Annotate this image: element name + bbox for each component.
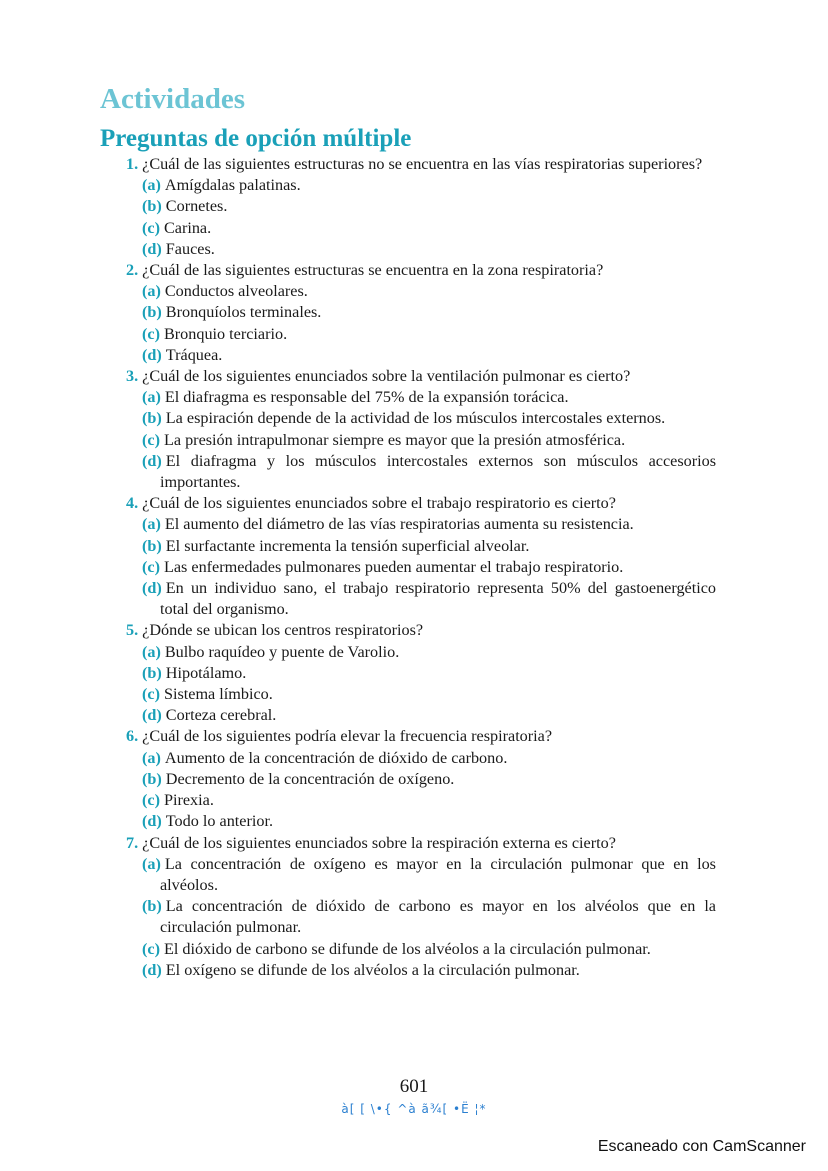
option-text: El aumento del diámetro de las vías respiratorias aumenta su resistencia.: [164, 515, 634, 534]
option-text: La concentración de oxígeno es mayor en la circulación pulmonar que en los alvéolos.: [160, 854, 716, 894]
option-letter: (c): [142, 218, 160, 237]
option-text: El dióxido de carbono se difunde de los alvéolos a la circulación pulmonar.: [163, 939, 651, 958]
section-heading: Preguntas de opción múltiple: [100, 125, 412, 152]
question-number: 2.: [126, 261, 139, 280]
answer-option: [142, 642, 716, 663]
option-text: Carina.: [163, 218, 212, 237]
question-stem: [126, 260, 716, 281]
option-letter: (b): [142, 769, 162, 788]
option-text: Conductos alveolares.: [164, 282, 308, 301]
question-item: [126, 726, 716, 832]
question-number: 1.: [126, 155, 139, 173]
answer-option: [142, 218, 716, 239]
question-stem: [126, 726, 716, 747]
question-text: ¿Cuál de los siguientes enunciados sobre la respiración externa es cierto?: [142, 833, 616, 852]
question-number: 5.: [126, 621, 139, 640]
question-item: [126, 493, 716, 620]
question-item: [126, 620, 716, 726]
question-stem: [126, 154, 716, 175]
option-text: Amígdalas palatinas.: [164, 176, 301, 195]
question-list: [126, 154, 716, 981]
question-text: ¿Dónde se ubican los centros respiratorios?: [142, 621, 424, 640]
question-stem: [126, 620, 716, 641]
option-text: Fauces.: [165, 239, 215, 258]
option-letter: (a): [142, 515, 161, 534]
question-text: ¿Cuál de los siguientes podría elevar la frecuencia respiratoria?: [142, 727, 553, 746]
question-item: [126, 366, 716, 493]
option-letter: (b): [142, 536, 162, 555]
question-number: 3.: [126, 367, 139, 386]
answer-option: [142, 854, 716, 896]
option-letter: (c): [142, 685, 160, 704]
option-text: Tráquea.: [165, 345, 223, 364]
option-text: Todo lo anterior.: [165, 812, 274, 831]
answer-option: [142, 748, 716, 769]
question-item: [126, 833, 716, 981]
option-text: El oxígeno se difunde de los alvéolos a la circulación pulmonar.: [165, 960, 580, 979]
option-letter: (a): [142, 282, 161, 301]
option-letter: (a): [142, 642, 161, 661]
option-letter: (a): [142, 748, 161, 767]
option-letter: (d): [142, 960, 162, 979]
option-text: El diafragma es responsable del 75% de la expansión torácica.: [164, 388, 569, 407]
question-text: ¿Cuál de las siguientes estructuras no se encuentra en las vías respiratorias superiores?: [142, 155, 703, 173]
option-letter: (d): [142, 812, 162, 831]
answer-option: [142, 536, 716, 557]
question-text: ¿Cuál de los siguientes enunciados sobre la ventilación pulmonar es cierto?: [142, 367, 631, 386]
answer-option: [142, 302, 716, 323]
option-letter: (c): [142, 939, 160, 958]
question-number: 6.: [126, 727, 139, 746]
option-text: El surfactante incrementa la tensión superficial alveolar.: [165, 536, 530, 555]
option-text: Bulbo raquídeo y puente de Varolio.: [164, 642, 400, 661]
option-letter: (d): [142, 579, 162, 598]
option-text: Decremento de la concentración de oxígeno.: [165, 769, 455, 788]
answer-option: [142, 239, 716, 260]
option-text: La espiración depende de la actividad de los músculos intercostales externos.: [165, 409, 666, 428]
option-text: La presión intrapulmonar siempre es mayor que la presión atmosférica.: [163, 430, 626, 449]
option-letter: (d): [142, 451, 162, 470]
option-letter: (a): [142, 388, 161, 407]
option-text: El diafragma y los músculos intercostales externos son músculos accesorios importantes.: [160, 451, 716, 492]
question-number: 4.: [126, 494, 139, 513]
option-text: Corteza cerebral.: [165, 706, 277, 725]
answer-option: [142, 578, 716, 620]
question-stem: [126, 493, 716, 514]
option-text: Pirexia.: [163, 791, 214, 810]
answer-option: [142, 430, 716, 451]
option-letter: (c): [142, 557, 160, 576]
answer-option: [142, 324, 716, 345]
answer-option: [142, 705, 716, 726]
answer-option: [142, 281, 716, 302]
option-letter: (b): [142, 409, 162, 428]
option-text: En un individuo sano, el trabajo respiratorio representa 50% del gastoenergético total del organismo.: [160, 579, 716, 619]
option-letter: (b): [142, 197, 162, 216]
option-letter: (d): [142, 706, 162, 725]
option-text: La concentración de dióxido de carbono es mayor en los alvéolos que en la circulación pulmonar.: [160, 897, 716, 937]
answer-option: [142, 345, 716, 366]
camscanner-watermark: Escaneado con CamScanner: [597, 1138, 806, 1155]
answer-option: [142, 663, 716, 684]
option-text: Las enfermedades pulmonares pueden aumentar el trabajo respiratorio.: [163, 557, 624, 576]
option-letter: (c): [142, 324, 160, 343]
answer-option: [142, 175, 716, 196]
answer-option: [142, 960, 716, 981]
question-text: ¿Cuál de las siguientes estructuras se encuentra en la zona respiratoria?: [142, 261, 604, 280]
option-letter: (b): [142, 897, 162, 916]
answer-option: [142, 557, 716, 578]
question-text: ¿Cuál de los siguientes enunciados sobre el trabajo respiratorio es cierto?: [142, 494, 616, 513]
page-number: 601: [399, 1076, 429, 1097]
question-number: 7.: [126, 833, 139, 852]
option-text: Cornetes.: [165, 197, 228, 216]
option-text: Aumento de la concentración de dióxido de carbono.: [164, 748, 508, 767]
answer-option: [142, 408, 716, 429]
option-letter: (c): [142, 430, 160, 449]
answer-option: [142, 939, 716, 960]
question-item: [126, 154, 716, 260]
footer-garbled-text: à[ [ \•{ ^à ã¾[ •Ë ¦*: [341, 1102, 487, 1116]
option-letter: (b): [142, 303, 162, 322]
answer-option: [142, 811, 716, 832]
option-letter: (a): [142, 176, 161, 195]
question-stem: [126, 366, 716, 387]
option-letter: (b): [142, 663, 162, 682]
option-letter: (a): [142, 854, 161, 873]
page-heading: Actividades: [100, 83, 245, 115]
option-letter: (d): [142, 345, 162, 364]
answer-option: [142, 684, 716, 705]
answer-option: [142, 514, 716, 535]
answer-option: [142, 387, 716, 408]
answer-option: [142, 451, 716, 493]
option-text: Hipotálamo.: [165, 663, 247, 682]
option-letter: (d): [142, 239, 162, 258]
option-text: Bronquíolos terminales.: [165, 303, 322, 322]
answer-option: [142, 896, 716, 938]
question-item: [126, 260, 716, 366]
answer-option: [142, 196, 716, 217]
option-text: Bronquio terciario.: [163, 324, 288, 343]
question-stem: [126, 833, 716, 854]
answer-option: [142, 790, 716, 811]
option-letter: (c): [142, 791, 160, 810]
option-text: Sistema límbico.: [163, 685, 273, 704]
answer-option: [142, 769, 716, 790]
